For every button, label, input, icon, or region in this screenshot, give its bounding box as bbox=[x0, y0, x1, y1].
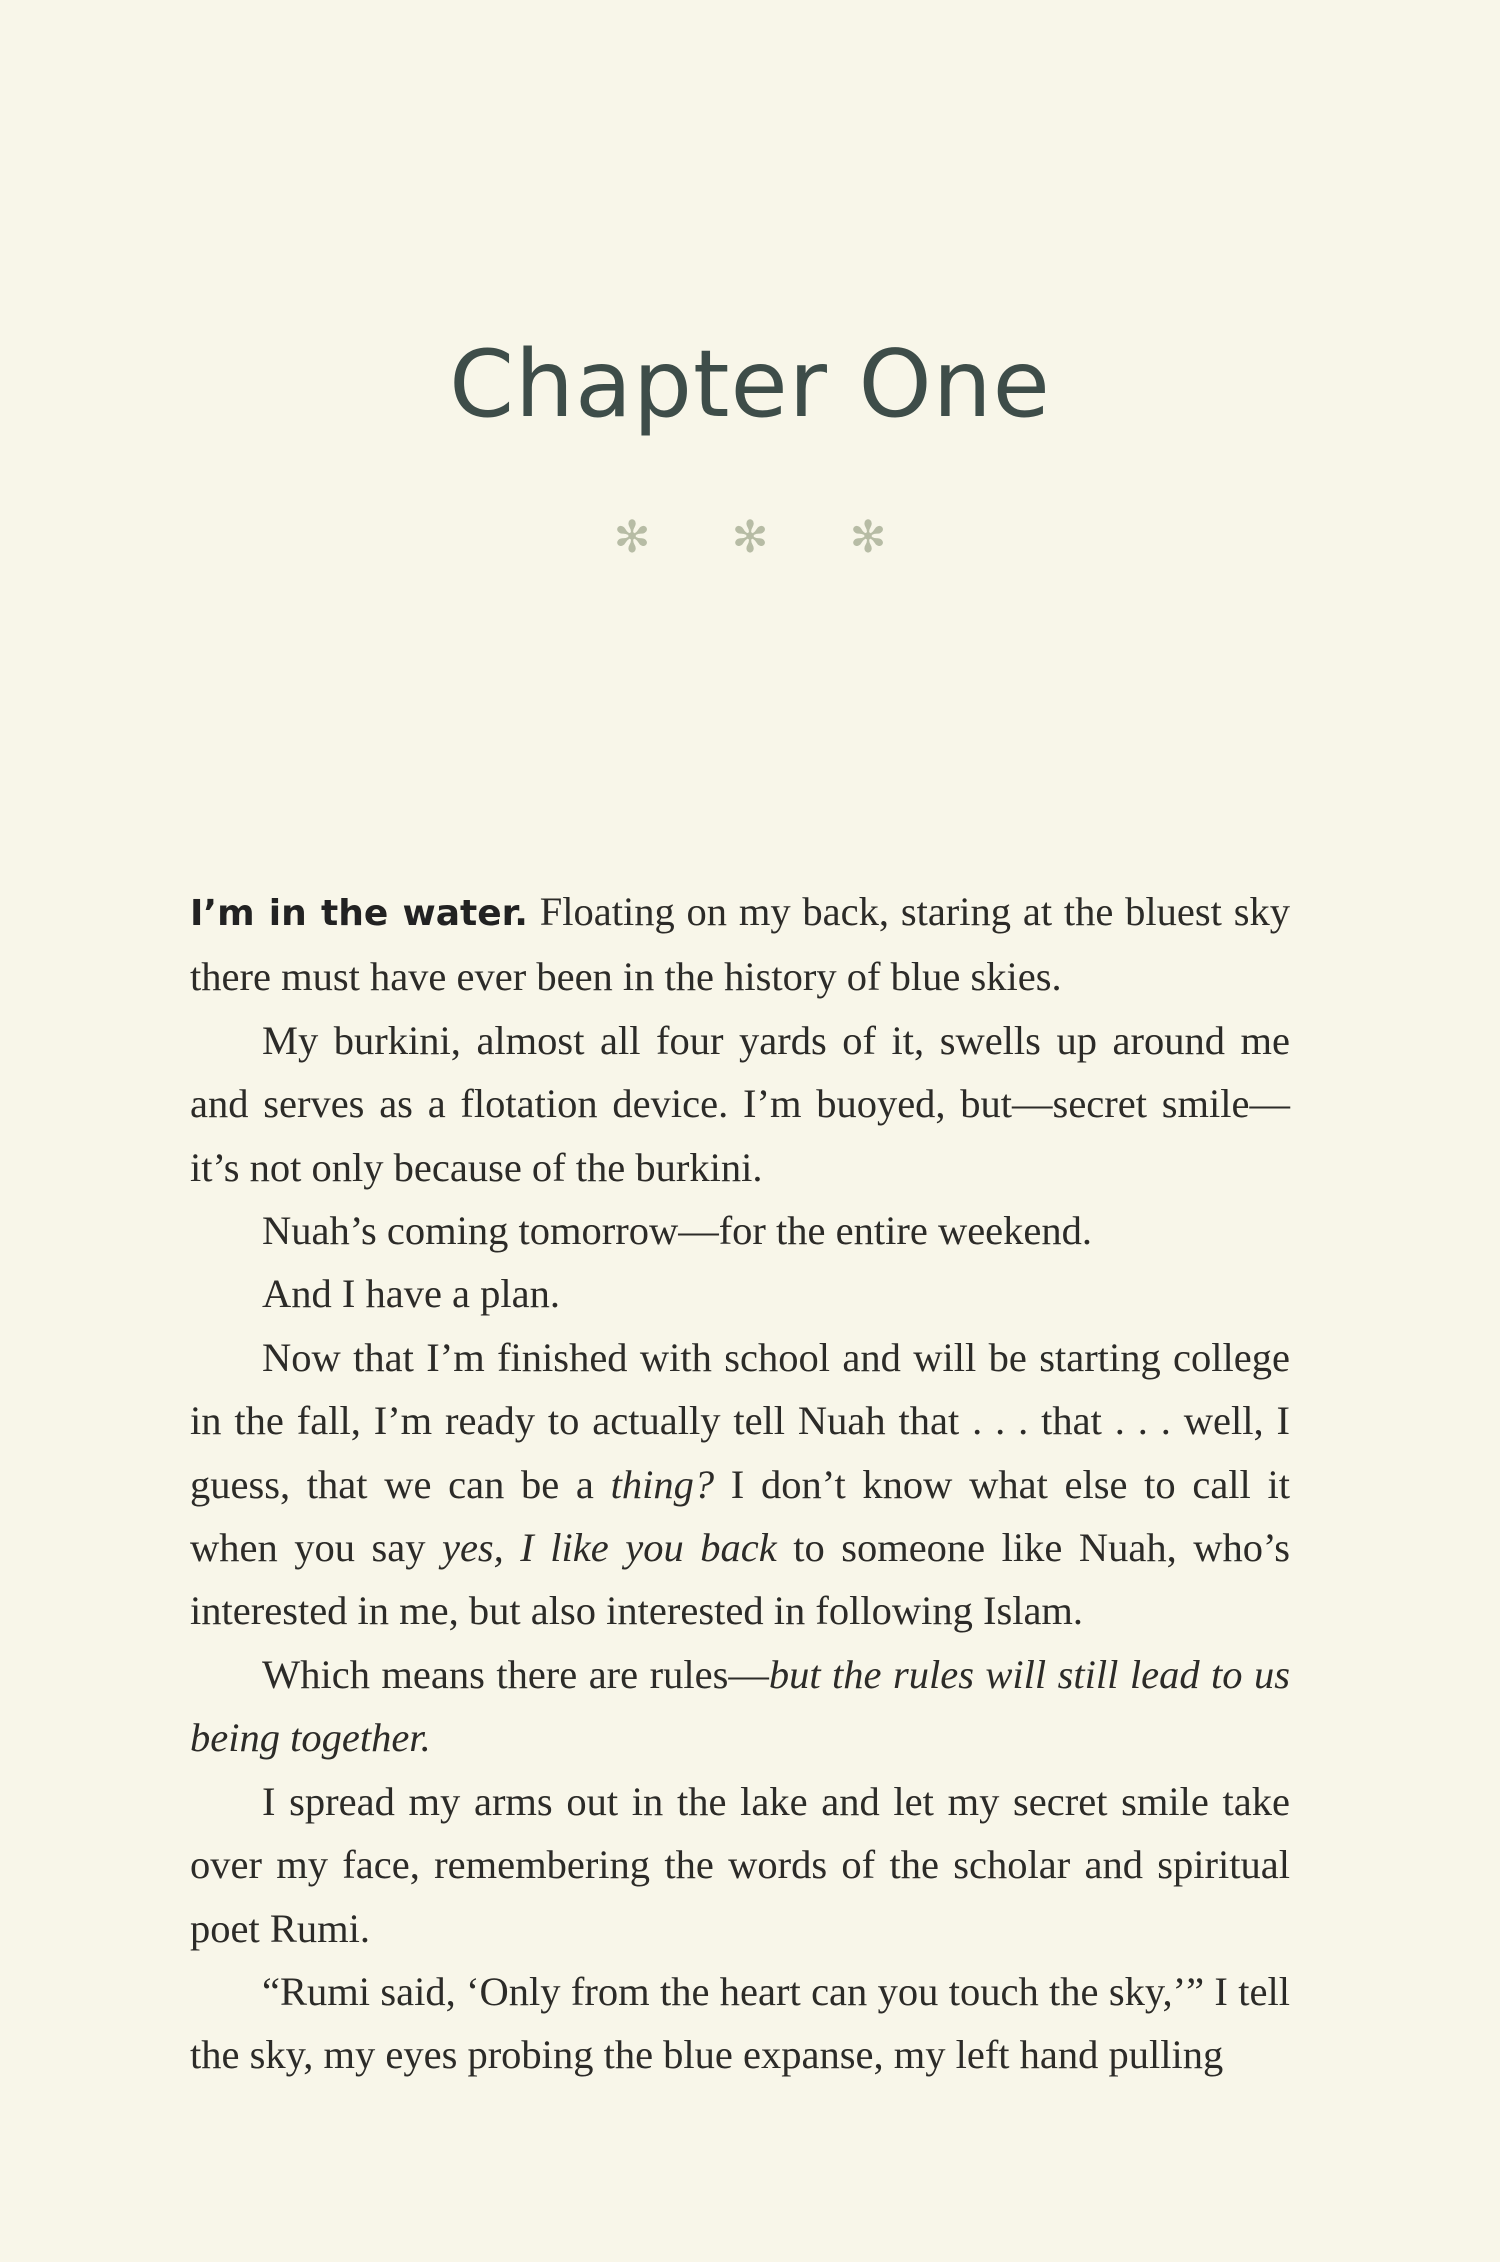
paragraph-text: Which means there are rules— bbox=[262, 1651, 769, 1697]
paragraph bbox=[190, 1643, 1290, 1770]
paragraph-text: Floating on my back, staring at the bluest sky there must have ever been in the history of blue skies. bbox=[190, 889, 1290, 1000]
paragraph: I spread my arms out in the lake and let my secret smile take over my face, remembering the words of the scholar and spiritual poet Rumi. bbox=[190, 1778, 1290, 1951]
lead-in: I’m in the water. bbox=[190, 893, 528, 934]
ornament-star-icon: ✻ bbox=[613, 512, 651, 563]
paragraph bbox=[190, 880, 1290, 1009]
ornament-star-icon: ✻ bbox=[731, 512, 769, 563]
paragraph: My burkini, almost all four yards of it, swells up around me and serves as a flotation device. I’m buoyed, but—secret smile—it’s not only because of the burkini. bbox=[190, 1017, 1290, 1190]
emphasis: thing? bbox=[610, 1461, 715, 1507]
paragraph bbox=[190, 1326, 1290, 1643]
paragraph: “Rumi said, ‘Only from the heart can you touch the sky,’” I tell the sky, my eyes probing the blue expanse, my left hand pulling bbox=[190, 1968, 1290, 2078]
chapter-body bbox=[190, 880, 1290, 2087]
ornament-divider bbox=[0, 508, 1500, 568]
paragraph-text: Now that I’m finished with school and will be starting college in the fall, I’m ready to actually tell Nuah that . . . that . . . well, I guess, that we can be a bbox=[190, 1334, 1290, 1507]
emphasis: yes, I like you back bbox=[441, 1525, 777, 1571]
chapter-title: Chapter One bbox=[449, 330, 1051, 438]
ornament-star-icon: ✻ bbox=[849, 512, 887, 563]
emphasis: but the rules will still lead to us being together. bbox=[190, 1651, 1290, 1761]
paragraph-text: to someone like Nuah, who’s interested in me, but also interested in following Islam. bbox=[190, 1525, 1290, 1634]
paragraph: And I have a plan. bbox=[262, 1271, 561, 1317]
paragraph-text: I don’t know what else to call it when you say bbox=[190, 1461, 1290, 1571]
paragraph: Nuah’s coming tomorrow—for the entire weekend. bbox=[262, 1208, 1093, 1254]
